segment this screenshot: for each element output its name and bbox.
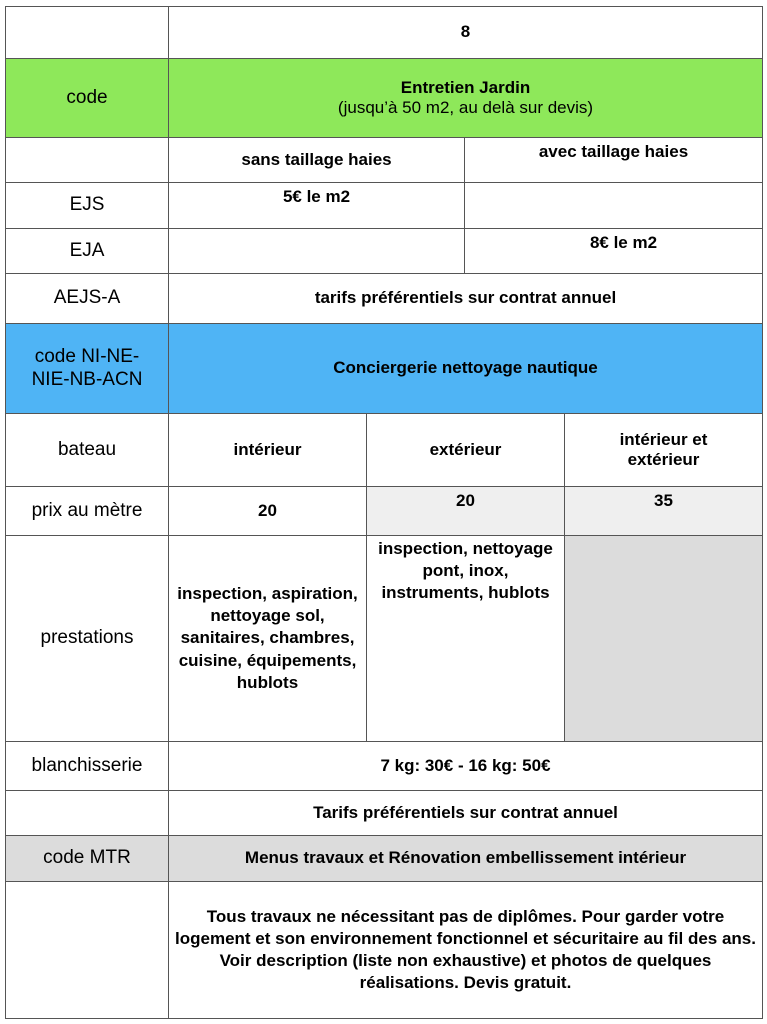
- jardin-col-sans: sans taillage haies: [168, 137, 465, 183]
- prix-int: 20: [168, 486, 367, 536]
- header-empty-cell: [5, 6, 169, 59]
- eja-label: EJA: [5, 228, 169, 274]
- bateau-col-ext: extérieur: [366, 413, 565, 487]
- header-number: 8: [168, 6, 763, 59]
- bateau-label: bateau: [5, 413, 169, 487]
- jardin-code-label: code: [5, 58, 169, 138]
- aejs-label: AEJS-A: [5, 273, 169, 324]
- prestations-both-empty: [564, 535, 763, 742]
- jardin-title-cell: [168, 58, 763, 138]
- prix-label: prix au mètre: [5, 486, 169, 536]
- nautique-code-label: code NI-NE-NIE-NB-ACN: [5, 323, 169, 414]
- prestations-ext: inspection, nettoyage pont, inox, instruments, hublots: [366, 535, 565, 742]
- eja-sans-empty: [168, 228, 465, 274]
- jardin-title: Entretien Jardin: [400, 77, 531, 97]
- jardin-col-empty: [5, 137, 169, 183]
- bateau-col-both: intérieur et extérieur: [564, 413, 763, 487]
- blanchisserie-text: 7 kg: 30€ - 16 kg: 50€: [168, 741, 763, 791]
- contrat-text: Tarifs préférentiels sur contrat annuel: [168, 790, 763, 836]
- prestations-int: inspection, aspiration, nettoyage sol, sanitaires, chambres, cuisine, équipements, hublots: [168, 535, 367, 742]
- eja-price: 8€ le m2: [464, 228, 763, 274]
- mtr-desc-empty: [5, 881, 169, 1019]
- jardin-col-avec: avec taillage haies: [464, 137, 763, 183]
- blanchisserie-label: blanchisserie: [5, 741, 169, 791]
- nautique-title: Conciergerie nettoyage nautique: [168, 323, 763, 414]
- ejs-label: EJS: [5, 182, 169, 229]
- prix-both: 35: [564, 486, 763, 536]
- contrat-empty: [5, 790, 169, 836]
- bateau-col-int: intérieur: [168, 413, 367, 487]
- ejs-price: 5€ le m2: [168, 182, 465, 229]
- mtr-description: Tous travaux ne nécessitant pas de diplômes. Pour garder votre logement et son environnement fonctionnel et sécuritaire au fil des ans. Voir description (liste non exhaustive) et photos de quelques réalisations. Devis gratuit.: [168, 881, 763, 1019]
- mtr-code-label: code MTR: [5, 835, 169, 882]
- ejs-avec-empty: [464, 182, 763, 229]
- mtr-title: Menus travaux et Rénovation embellissement intérieur: [168, 835, 763, 882]
- prix-ext: 20: [366, 486, 565, 536]
- prestations-label: prestations: [5, 535, 169, 742]
- jardin-subtitle: (jusqu’à 50 m2, au delà sur devis): [337, 98, 594, 117]
- aejs-text: tarifs préférentiels sur contrat annuel: [168, 273, 763, 324]
